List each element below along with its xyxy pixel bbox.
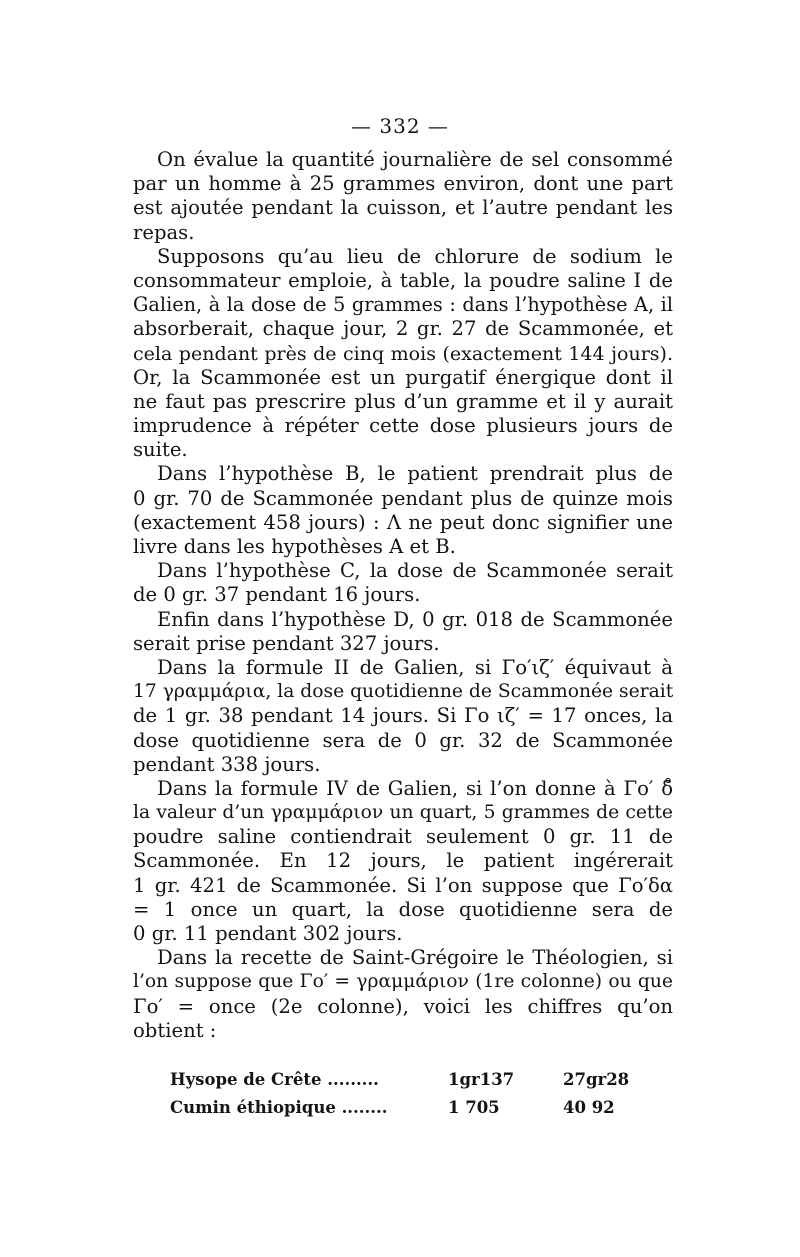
text-line: consommateur emploie, à table, la poudre saline I de: [133, 268, 673, 292]
text-line: Dans l’hypothèse B, le patient prendrait plus de: [157, 462, 673, 486]
text-line: Scammonée. En 12 jours, le patient ingérerait: [133, 849, 673, 873]
text-line: = 1 once un quart, la dose quotidienne sera de: [133, 897, 673, 921]
table-row: [170, 1070, 640, 1098]
text-line: suite.: [133, 438, 188, 462]
text-line: de 0 gr. 37 pendant 16 jours.: [133, 583, 421, 607]
text-line: imprudence à répéter cette dose plusieurs jours de: [133, 414, 673, 438]
column-1-value: 1gr137: [448, 1070, 515, 1089]
text-line: Dans l’hypothèse C, la dose de Scammonée serait: [157, 559, 673, 583]
text-line: pendant 338 jours.: [133, 752, 321, 776]
text-line: Galien, à la dose de 5 grammes : dans l’hypothèse A, il: [133, 293, 673, 317]
text-line: poudre saline contiendrait seulement 0 gr. 11 de: [133, 825, 673, 849]
text-line: Enfin dans l’hypothèse D, 0 gr. 018 de Scammonée: [157, 607, 673, 631]
text-line: 0 gr. 11 pendant 302 jours.: [133, 922, 403, 945]
ingredient-table: [170, 1070, 640, 1126]
text-line: l’on suppose que Γο′ = γραμμάριον (1re colonne) ou que: [133, 971, 673, 993]
text-line: Dans la formule II de Galien, si Γο′ιζ′ équivaut à: [157, 655, 673, 679]
text-line: dose quotidienne sera de 0 gr. 32 de Scammonée: [133, 728, 673, 752]
page-number: — 332 —: [351, 114, 449, 138]
ingredient-name: Hysope de Crête .........: [170, 1070, 379, 1089]
text-line: la valeur d’un γραμμάριον un quart, 5 grammes de cette: [133, 802, 673, 824]
text-line: Or, la Scammonée est un purgatif énergique dont il: [133, 365, 673, 389]
text-line: ne faut pas prescrire plus d’un gramme et il y aurait: [133, 389, 673, 413]
text-line: 0 gr. 70 de Scammonée pendant plus de quinze mois: [133, 486, 673, 510]
text-line: On évalue la quantité journalière de sel consommé: [157, 148, 673, 171]
table-row: [170, 1098, 640, 1126]
body-text: [133, 148, 673, 1043]
ingredient-name: Cumin éthiopique ........: [170, 1098, 388, 1117]
text-line: repas.: [133, 220, 195, 244]
text-line: 17 γραμμάρια, la dose quotidienne de Scammonée serait: [133, 681, 674, 703]
text-line: absorberait, chaque jour, 2 gr. 27 de Scammonée, et: [133, 317, 673, 341]
text-line: cela pendant près de cinq mois (exactement 144 jours).: [133, 342, 673, 365]
text-line: Γο′ = once (2e colonne), voici les chiffres qu’on: [133, 994, 673, 1018]
text-line: est ajoutée pendant la cuisson, et l’autre pendant les: [133, 196, 673, 220]
text-line: 1 gr. 421 de Scammonée. Si l’on suppose que Γο′δα: [133, 873, 673, 897]
text-line: Dans la formule IV de Galien, si l’on donne à Γο′ δ̊: [157, 776, 673, 800]
column-1-value: 1 705: [448, 1098, 500, 1117]
text-line: Supposons qu’au lieu de chlorure de sodium le: [157, 244, 673, 268]
text-line: livre dans les hypothèses A et B.: [133, 535, 456, 558]
column-2-value: 40 92: [563, 1098, 615, 1117]
text-line: (exactement 458 jours) : Λ ne peut donc signifier une: [133, 510, 673, 534]
text-line: par un homme à 25 grammes environ, dont une part: [133, 172, 673, 196]
text-line: serait prise pendant 327 jours.: [133, 631, 440, 655]
text-line: Dans la recette de Saint-Grégoire le Théologien, si: [157, 946, 673, 970]
text-line: obtient :: [133, 1018, 217, 1042]
column-2-value: 27gr28: [563, 1070, 630, 1089]
text-line: de 1 gr. 38 pendant 14 jours. Si Γο ιζ′ = 17 onces, la: [133, 704, 673, 728]
